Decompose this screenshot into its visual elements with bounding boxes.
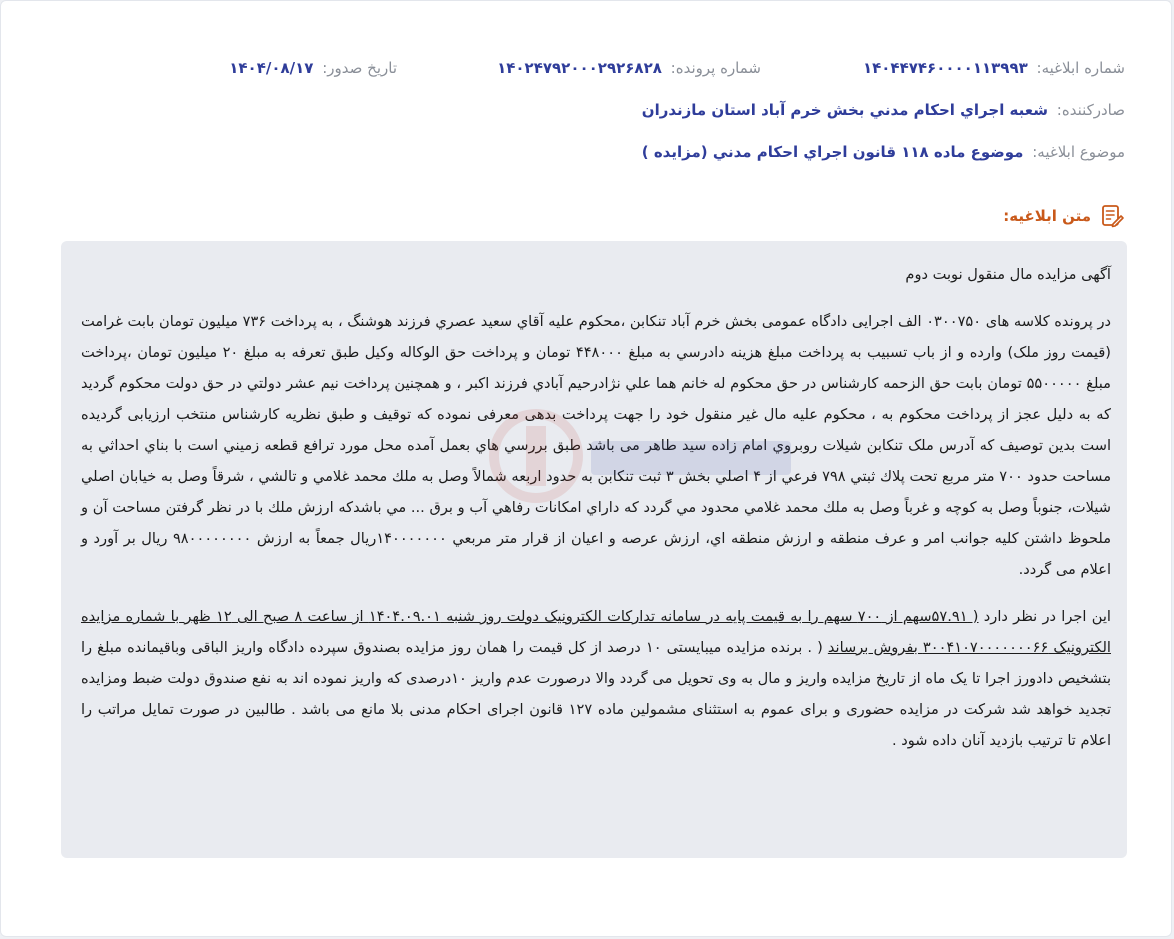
notice-paragraph-2 [81, 601, 1111, 756]
file-number-field [497, 59, 761, 77]
issuer-field [642, 101, 1125, 119]
notice-number-value: ۱۴۰۴۴۷۴۶۰۰۰۰۱۱۳۹۹۳ [862, 59, 1028, 77]
subject-label: موضوع ابلاغیه: [1032, 143, 1125, 161]
document-edit-icon [1099, 203, 1125, 229]
auction-details-underlined: ( ۵۷.۹۱سهم از ۷۰۰ سهم را به قیمت پایه در سامانه تدارکات الکترونیک دولت روز شنبه ۱۴۰۴.۰۹.۰۱ از ساعت ۸ صبح الی ۱۲ ظهر با شماره مزایده الکترونیک ۳۰۰۴۱۰۷۰۰۰۰۰۰۰۶۶ بفروش برساند [81, 608, 1111, 656]
issue-date-label: تاریخ صدور: [322, 59, 397, 77]
notice-number-label: شماره ابلاغیه: [1036, 59, 1125, 77]
notice-text-section-title [1003, 203, 1125, 229]
subject-value: موضوع ماده ۱۱۸ قانون اجراي احكام مدني (مزايده ) [641, 143, 1024, 161]
issuer-label: صادرکننده: [1056, 101, 1125, 119]
notice-number-field [863, 59, 1125, 77]
paragraph-2-lead: این اجرا در نظر دارد [978, 608, 1111, 625]
notice-paragraph-1: در پرونده کلاسه های ۰۳۰۰۷۵۰ الف اجرایی دادگاه عمومی بخش خرم آباد تنکابن ،محكوم عليه آقاي سعيد عصري فرزند هوشنگ ، به پرداخت ۷۳۶ ميليون تومان بابت غرامت (قيمت روز ملک) وارده و از باب تسبيب به پرداخت مبلغ هزينه دادرسي به مبلغ ۴۴۸۰۰۰ تومان و پرداخت حق الوكاله وكيل طبق تعرفه به مبلغ ۲۰ ميليون تومان ،پرداخت مبلغ ۵۵۰۰۰۰۰ تومان بابت حق الزحمه كارشناس در حق محكوم له خانم هما علي نژادرحيم آبادي فرزند اكبر ، و همچنين پرداخت نيم عشر دولتي در حق دولت محکوم گرديد كه به دليل عجز از پرداخت محكوم به ، محکوم علیه مال غیر منقول خود را جهت پرداخت بدهی معرفی نموده که توقیف و طبق نظریه کارشناس منتخب ارزیابی گردیده است بدین توصیف که آدرس ملک تنکابن شيلات روبروي امام زاده سيد طاهر می باشد طبق بررسي هاي بعمل آمده محل مورد ترافع قطعه زميني است با بناي احداثي به مساحت حدود ۷۰۰ متر مربع تحت پلاك ثبتي ۷۹۸ فرعي از ۴ اصلي بخش ۳ ثبت تنكابن به حدود اربعه شمالاً وصل به ملك محمد غلامي و تالشي ، شرقاً وصل به خيابان اصلي شيلات، جنوباً وصل به كوچه و غرباً وصل به ملك محمد غلامي محدود مي گردد كه داراي امكانات رفاهي آب و برق ... مي باشدكه ارزش ملك با در نظر گرفتن مساحت آن و ملحوظ داشتن كليه جوانب امر و عرف منطقه و ارزش منطقه اي، ارزش عرصه و اعيان از قرار متر مربعي ۱۴۰۰۰۰۰۰۰ريال جمعاً به ارزش ۹۸۰۰۰۰۰۰۰۰ ريال بر آورد و اعلام می گردد. [80, 313, 1112, 578]
notice-heading: آگهی مزایده مال منقول نوبت دوم [905, 266, 1111, 283]
subject-field [642, 143, 1125, 161]
issue-date-field [229, 59, 397, 77]
notice-text-title-label: متن ابلاغیه: [1003, 207, 1091, 225]
issuer-value: شعبه اجراي احكام مدني بخش خرم آباد استان مازندران [641, 101, 1048, 119]
notice-text-body [61, 241, 1127, 858]
file-number-value: ۱۴۰۲۴۷۹۲۰۰۰۲۹۲۶۸۲۸ [497, 59, 662, 77]
paragraph-2-rest: ( . برنده مزایده میبایستی ۱۰ درصد از کل قیمت را همان روز مزایده بصندوق سپرده دادگاه واریز الباقی وباقیمانده مبلغ را بتشخیص دادورز اجرا تا یک ماه از تاریخ مزایده واریز و مال به وی تحویل می گردد والا درصورت عدم واریز ۱۰درصدی که واریز نموده اند به نفع صندوق دولت ضبط ومزایده تجدید خواهد شد شرکت در مزایده حضوری و برای عموم به استثنای مشمولین ماده ۱۲۷ قانون اجرای احکام مدنی بلا مانع می باشد . طالبین در صورت تمایل مراتب را اعلام تا ترتیب بازدید آنان داده شود . [81, 639, 1112, 749]
file-number-label: شماره پرونده: [670, 59, 761, 77]
issue-date-value: ۱۴۰۴/۰۸/۱۷ [229, 59, 314, 77]
